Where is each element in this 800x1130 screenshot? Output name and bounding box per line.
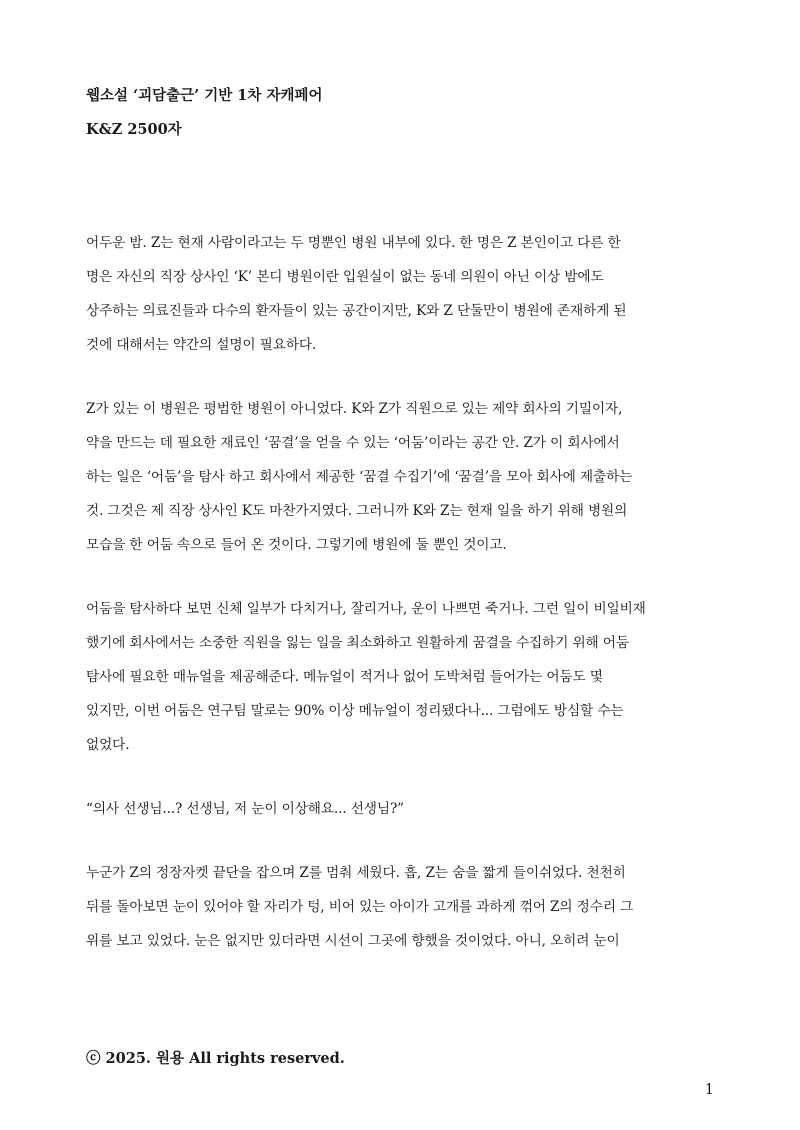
story-body	[86, 226, 718, 988]
text-line: 탐사에 필요한 매뉴얼을 제공해준다. 메뉴얼이 적거나 없어 도박처럼 들어가는 어둠도 몇	[86, 669, 603, 685]
paragraph-5	[86, 856, 718, 958]
paragraph-4-dialogue	[86, 792, 718, 826]
text-line: 모습을 한 어둠 속으로 들어 온 것이다. 그렇기에 병원에 둘 뿐인 것이고.	[86, 537, 507, 553]
text-line: 없었다.	[86, 737, 130, 753]
text-line: 누군가 Z의 정장자켓 끝단을 잡으며 Z를 멈춰 세웠다. 흡, Z는 숨을 짧게 들이쉬었다. 천천히	[86, 865, 626, 881]
paragraph-3	[86, 592, 718, 762]
text-line: 약을 만드는 데 필요한 재료인 ‘꿈결’을 얻을 수 있는 ‘어둠’이라는 공간 안. Z가 이 회사에서	[86, 435, 620, 451]
text-line: 뒤를 돌아보면 눈이 있어야 할 자리가 텅, 비어 있는 아이가 고개를 과하게 꺾어 Z의 정수리 그	[86, 899, 634, 915]
text-line: 하는 일은 ‘어둠’을 탐사 하고 회사에서 제공한 ‘꿈결 수집기’에 ‘꿈결’을 모아 회사에 제출하는	[86, 469, 633, 485]
text-line: “의사 선생님...? 선생님, 저 눈이 이상해요... 선생님?”	[86, 801, 404, 817]
document-subtitle: K&Z 2500자	[86, 121, 182, 138]
paragraph-2	[86, 392, 718, 562]
copyright-notice: ⓒ 2025. 원용 All rights reserved.	[86, 1050, 345, 1067]
text-line: 상주하는 의료진들과 다수의 환자들이 있는 공간이지만, K와 Z 단둘만이 병원에 존재하게 된	[86, 303, 627, 319]
document-header	[86, 86, 322, 154]
text-line: 있지만, 이번 어둠은 연구팀 말로는 90% 이상 메뉴얼이 정리됐다나... 그럼에도 방심할 수는	[86, 703, 624, 719]
text-line: 것에 대해서는 약간의 설명이 필요하다.	[86, 337, 317, 353]
page-number: 1	[704, 1082, 714, 1098]
document-title: 웹소설 ‘괴담출근’ 기반 1차 자캐페어	[86, 87, 323, 104]
text-line: 것. 그것은 제 직장 상사인 K도 마찬가지였다. 그러니까 K와 Z는 현재 일을 하기 위해 병원의	[86, 503, 628, 519]
text-line: 했기에 회사에서는 소중한 직원을 잃는 일을 최소화하고 원활하게 꿈결을 수집하기 위해 어둠	[86, 635, 629, 651]
text-line: Z가 있는 이 병원은 평범한 병원이 아니었다. K와 Z가 직원으로 있는 제약 회사의 기밀이자,	[86, 401, 623, 417]
text-line: 명은 자신의 직장 상사인 ‘K’ 본디 병원이란 입원실이 없는 동네 의원이 아닌 이상 밤에도	[86, 269, 604, 285]
text-line: 어두운 밤. Z는 현재 사람이라고는 두 명뿐인 병원 내부에 있다. 한 명은 Z 본인이고 다른 한	[86, 235, 621, 251]
text-line: 어둠을 탐사하다 보면 신체 일부가 다치거나, 잘리거나, 운이 나쁘면 죽거나. 그런 일이 비일비재	[86, 601, 646, 617]
text-line: 위를 보고 있었다. 눈은 없지만 있더라면 시선이 그곳에 향했을 것이었다. 아니, 오히려 눈이	[86, 933, 620, 949]
paragraph-1	[86, 226, 718, 362]
